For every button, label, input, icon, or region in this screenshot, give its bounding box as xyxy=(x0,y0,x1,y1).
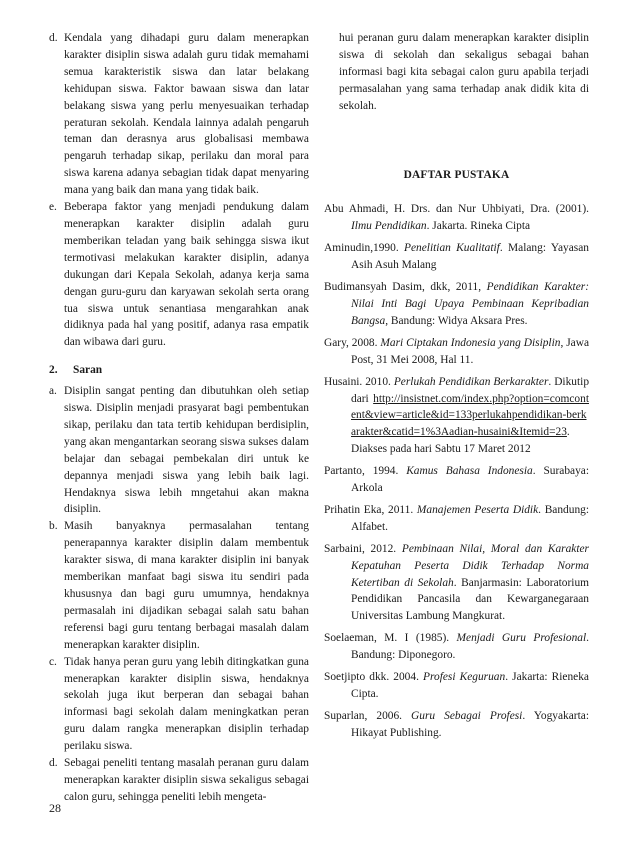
reference-entry xyxy=(324,335,589,369)
reference-title: Ilmu Pendidikan xyxy=(351,220,427,233)
item-text: Sebagai peneliti tentang masalah peranan guru dalam menerapkan karakter disiplin siswa sekaligus sebagai calon guru, sehingga peneliti lebih mengeta- xyxy=(64,757,309,803)
right-column xyxy=(324,30,589,747)
reference-entry xyxy=(324,708,589,742)
saran-item xyxy=(49,383,309,518)
conclusion-item xyxy=(49,199,309,351)
reference-publisher: . Dikutip dari xyxy=(351,375,590,405)
reference-title: Guru Sebagai Profesi xyxy=(411,709,523,722)
reference-entry xyxy=(324,279,589,330)
reference-publisher: . Bandung: Alfabet. xyxy=(351,503,590,533)
reference-list xyxy=(324,201,589,741)
reference-title: Pendidikan Karakter: Nilai Inti Bagi Upaya Pembinaan Kepribadian Bangsa xyxy=(351,281,589,327)
reference-entry xyxy=(324,240,589,274)
section-heading-saran xyxy=(49,362,309,379)
reference-author: Aminudin,1990. xyxy=(324,242,405,255)
saran-item xyxy=(49,755,309,806)
item-marker: c. xyxy=(49,655,57,668)
reference-author: Partanto, 1994. xyxy=(324,465,407,478)
saran-item xyxy=(49,654,309,755)
reference-author: Budimansyah Dasim, dkk, 2011, xyxy=(324,281,487,294)
page-number: 28 xyxy=(49,801,61,815)
item-marker: d. xyxy=(49,32,58,44)
reference-title: Mari Ciptakan Indonesia yang Disiplin xyxy=(380,336,561,349)
reference-entry xyxy=(324,502,589,536)
reference-publisher: . Malang: Yayasan Asih Asuh Malang xyxy=(351,242,589,272)
reference-publisher: . Bandung: Diponegoro. xyxy=(351,632,589,662)
reference-title: Menjadi Guru Profesional xyxy=(456,632,587,645)
continuation-text: hui peranan guru dalam menerapkan karakter disiplin siswa di sekolah dan sekaligus sebagai bahan informasi bagi kita sebagai calon guru apabila terjadi permasalahan yang sama terhadap anak didik kita di sekolah. xyxy=(339,32,589,112)
item-text: Tidak hanya peran guru yang lebih ditingkatkan guna menerapkan karakter disiplin siswa, hendaknya sekolah juga ikut berperan dan sebagai bahan informasi bagi sekolah dalam meningkatkan peran guru dalam rangka menerapkan disiplin terhadap perilaku siswa. xyxy=(64,655,309,753)
reference-publisher: . Jakarta: Rieneka Cipta. xyxy=(351,671,589,700)
reference-author: Abu Ahmadi, H. Drs. dan Nur Uhbiyati, Dra. (2001). xyxy=(324,203,589,216)
item-text: Disiplin sangat penting dan dibutuhkan oleh setiap siswa. Disiplin menjadi prasyarat bagi pembentukan sikap, perilaku dan tata tertib kehidupan berdisiplin, yang akan mengantarkan seorang siswa sukses dalam belajar dan sebagai pembekalan diri untuk ke depannya menjadi siswa yang lebih baik lagi. Hendaknya siswa lebih mngetahui akan makna disiplin. xyxy=(64,385,309,516)
reference-author: Soelaeman, M. I (1985). xyxy=(324,632,457,645)
saran-item xyxy=(49,518,309,653)
reference-publisher: , Jawa Post, 31 Mei 2008, Hal 11. xyxy=(351,336,590,366)
reference-publisher: , Bandung: Widya Aksara Pres. xyxy=(385,314,528,327)
reference-author: Suparlan, 2006. xyxy=(324,709,412,722)
reference-access-date: . Diakses pada hari Sabtu 17 Maret 2012 xyxy=(351,426,570,456)
reference-title: Pembinaan Nilai, Moral dan Karakter Kepatuhan Peserta Didik Terhadap Norma Ketertiban di Sekolah xyxy=(351,542,589,589)
reference-entry xyxy=(324,374,589,459)
reference-url-link[interactable]: http://insistnet.com/index.php?option=comcontent&view=article&id=133perlukahpendidikan-berkarakter&catid=1%3Aadian-husaini&Itemid=23 xyxy=(351,392,589,439)
reference-publisher: . Jakarta. Rineka Cipta xyxy=(426,220,531,233)
reference-entry xyxy=(324,630,589,664)
section-title: Saran xyxy=(73,364,103,377)
left-column xyxy=(49,30,309,806)
section-number: 2. xyxy=(49,364,58,377)
reference-title: Perlukah Pendidikan Berkarakter xyxy=(393,375,549,388)
item-text: Kendala yang dihadapi guru dalam menerapkan karakter disiplin siswa adalah guru tidak memahami semua karakteristik siswa dan latar belakang kehidupan siswa. Faktor bawaan siswa dan latar belakang siswa yang perlu menyesuaikan terhadap peraturan sekolah. Kendala lainnya adalah pengaruh teman dan derasnya arus globalisasi membawa pengaruh terhadap sikap, perilaku dan moral para siswa karena adanya sebagian tidak dapat menyaring mana yang baik dan mana yang tidak baik. xyxy=(64,32,309,197)
reference-publisher: . Surabaya: Arkola xyxy=(351,465,589,495)
reference-publisher: . Banjarmasin: Laboratorium Pendidikan Pancasila dan Kewarganegaraan Universitas Lambung Mangkurat. xyxy=(351,576,589,623)
reference-entry xyxy=(324,201,589,235)
reference-title: Kamus Bahasa Indonesia xyxy=(406,465,533,478)
reference-title: Penelitian Kualitatif xyxy=(404,242,500,255)
item-text: Beberapa faktor yang menjadi pendukung dalam menerapkan karakter disiplin adalah guru memberikan teladan yang baik sehingga siswa ikut termotivasi melakukan karakter disiplin, adanya dukungan dari Kepala Sekolah, adanya kerja sama dengan guru-guru dan karyawan sekolah serta orang tua siswa untuk senantiasa mengarahkan anak didiknya pada hal yang positif, adanya rasa empatik dan wibawa dari guru. xyxy=(64,201,309,349)
reference-entry xyxy=(324,541,589,626)
reference-author: Gary, 2008. xyxy=(324,336,381,349)
reference-publisher: . Yogyakarta: Hikayat Publishing. xyxy=(351,709,589,739)
reference-author: Soetjipto dkk. 2004. xyxy=(324,671,424,684)
item-marker: d. xyxy=(49,757,58,770)
item-marker: b. xyxy=(49,520,58,533)
conclusion-item xyxy=(49,30,309,199)
reference-author: Husaini. 2010. xyxy=(324,375,394,388)
daftar-pustaka-heading: DAFTAR PUSTAKA xyxy=(403,168,510,181)
item-text: Masih banyaknya permasalahan tentang penerapannya karakter disiplin dalam membentuk karakter siswa, di mana karakter disiplin ini banyak memberikan manfaat bagi siswa itu sendiri pada khususnya dan bagi guru umumnya, hendaknya permasalah ini dijadikan sebagai salah satu bahan referensi bagi guru tentang berbagai masalah dalam menerapkan karakter disiplin. xyxy=(64,520,309,651)
reference-title: Profesi Keguruan xyxy=(423,671,506,684)
reference-entry xyxy=(324,669,589,703)
reference-entry xyxy=(324,463,589,497)
item-marker: e. xyxy=(49,201,57,214)
reference-author: Sarbaini, 2012. xyxy=(324,542,402,555)
reference-author: Prihatin Eka, 2011. xyxy=(324,503,417,516)
item-marker: a. xyxy=(49,385,57,398)
reference-title: Manajemen Peserta Didik xyxy=(416,503,539,516)
